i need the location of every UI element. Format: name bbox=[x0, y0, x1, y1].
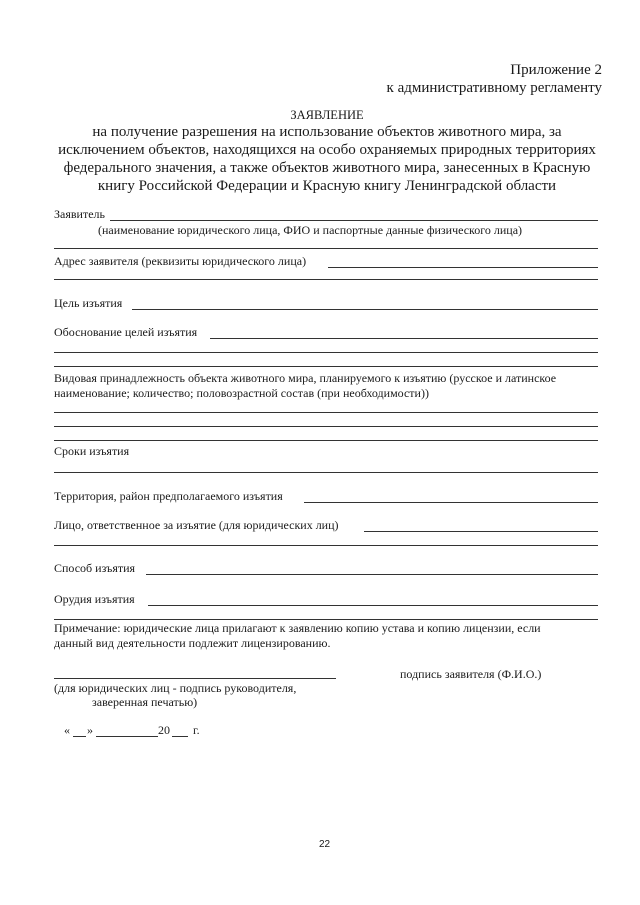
regulation-reference: к административному регламенту bbox=[386, 80, 602, 96]
address-field[interactable] bbox=[328, 267, 598, 268]
method-field[interactable] bbox=[146, 574, 598, 575]
tools-label: Орудия изъятия bbox=[54, 592, 135, 606]
responsible-label: Лицо, ответственное за изъятие (для юридических лиц) bbox=[54, 518, 339, 532]
applicant-underline bbox=[110, 220, 598, 221]
note-line-1: Примечание: юридические лица прилагают к заявлению копию устава и копию лицензии, если bbox=[54, 621, 541, 635]
justification-label: Обоснование целей изъятия bbox=[54, 325, 198, 339]
address-extra-line[interactable] bbox=[54, 279, 598, 280]
date-close-quote: » bbox=[87, 723, 93, 737]
legal-signature-caption-2: заверенная печатью) bbox=[92, 695, 198, 709]
species-field-line-3[interactable] bbox=[54, 440, 598, 441]
territory-label: Территория, район предполагаемого изъятия bbox=[54, 489, 283, 503]
appendix-number: Приложение 2 bbox=[510, 62, 602, 78]
date-year-prefix: 20 bbox=[158, 723, 170, 737]
date-year-suffix: г. bbox=[193, 723, 200, 737]
date-month-field[interactable] bbox=[96, 736, 158, 737]
legal-signature-caption-1: (для юридических лиц - подпись руководителя, bbox=[54, 681, 297, 695]
signature-line[interactable] bbox=[54, 678, 336, 679]
purpose-label: Цель изъятия bbox=[54, 296, 123, 310]
method-label: Способ изъятия bbox=[54, 561, 136, 575]
responsible-extra-line[interactable] bbox=[54, 545, 598, 546]
title-line-4: книгу Российской Федерации и Красную книгу Ленинградской области bbox=[97, 178, 557, 194]
address-label: Адрес заявителя (реквизиты юридического лица) bbox=[54, 254, 307, 268]
date-open-quote: « bbox=[64, 723, 70, 737]
species-label-line-1: Видовая принадлежность объекта животного мира, планируемого к изъятию (русское и латинское bbox=[54, 371, 557, 385]
species-field-line-1[interactable] bbox=[54, 412, 598, 413]
document-title: ЗАЯВЛЕНИЕ bbox=[290, 108, 364, 122]
species-label-line-2: наименование; количество; половозрастной состав (при необходимости)) bbox=[54, 386, 429, 400]
terms-label: Сроки изъятия bbox=[54, 444, 130, 458]
applicant-extra-line[interactable] bbox=[54, 248, 598, 249]
species-field-line-2[interactable] bbox=[54, 426, 598, 427]
date-day-field[interactable] bbox=[73, 736, 86, 737]
tools-field[interactable] bbox=[148, 605, 598, 606]
responsible-field[interactable] bbox=[364, 531, 598, 532]
title-line-2: исключением объектов, находящихся на особо охраняемых природных территориях bbox=[58, 142, 596, 158]
justification-field[interactable] bbox=[210, 338, 598, 339]
title-line-3: федерального значения, а также объектов животного мира, занесенных в Красную bbox=[63, 160, 591, 176]
purpose-field[interactable] bbox=[132, 309, 598, 310]
title-line-1: на получение разрешения на использование объектов животного мира, за bbox=[92, 124, 562, 140]
note-line-2: данный вид деятельности подлежит лицензированию. bbox=[54, 636, 331, 650]
justification-extra-line-2[interactable] bbox=[54, 366, 598, 367]
date-year-field[interactable] bbox=[172, 736, 188, 737]
justification-extra-line-1[interactable] bbox=[54, 352, 598, 353]
page-number: 22 bbox=[319, 839, 331, 850]
applicant-label: Заявитель bbox=[54, 207, 105, 221]
applicant-signature-caption: подпись заявителя (Ф.И.О.) bbox=[400, 667, 542, 681]
tools-extra-line[interactable] bbox=[54, 619, 598, 620]
territory-field[interactable] bbox=[304, 502, 598, 503]
terms-field[interactable] bbox=[54, 472, 598, 473]
applicant-hint: (наименование юридического лица, ФИО и паспортные данные физического лица) bbox=[98, 223, 523, 237]
